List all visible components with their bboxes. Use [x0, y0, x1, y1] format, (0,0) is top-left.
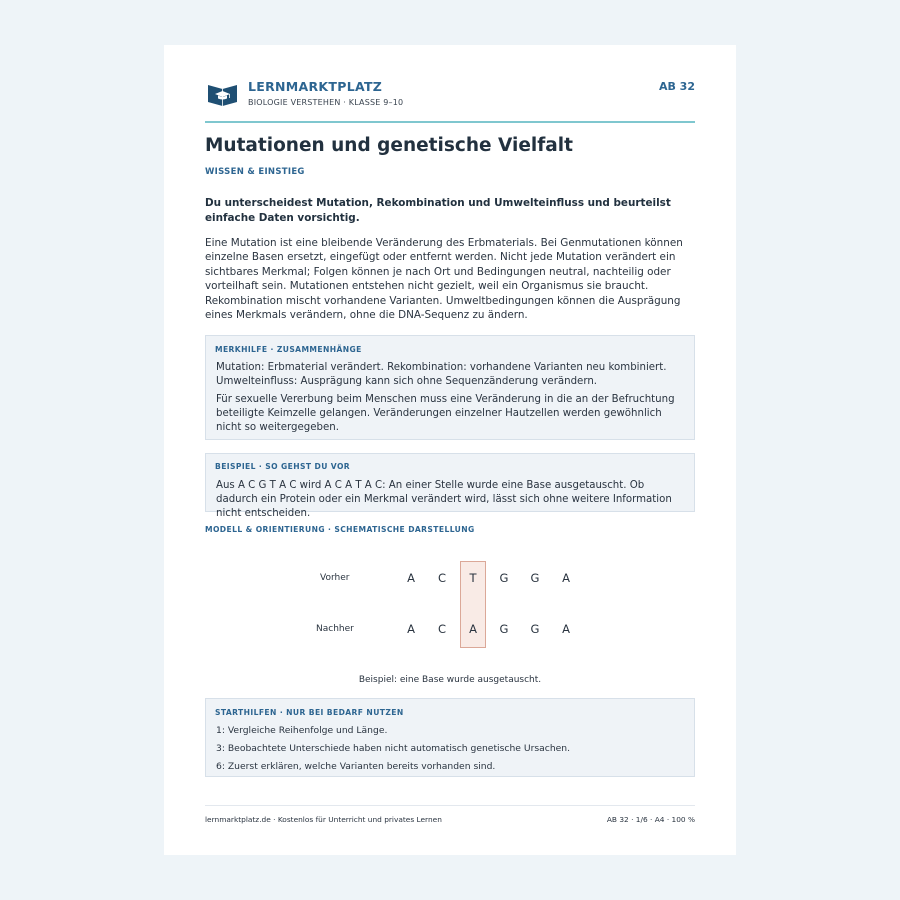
after-label: Nachher	[316, 624, 354, 634]
before-label: Vorher	[320, 573, 350, 583]
hint-item: 3: Beobachtete Unterschiede haben nicht automatisch genetische Ursachen.	[216, 743, 571, 754]
beispiel-box	[205, 453, 695, 520]
worksheet-header	[205, 79, 695, 123]
base-before-1: A	[407, 571, 415, 585]
base-before-3: T	[469, 571, 477, 585]
hint-item: 1: Vergleiche Reihenfolge und Länge.	[216, 725, 388, 736]
base-before-2: C	[437, 571, 447, 585]
merkhilfe-box	[205, 335, 695, 440]
beispiel-text: Aus A C G T A C wird A C A T A C: An einer Stelle wurde eine Base ausgetauscht. Ob dadurch ein Protein oder ein Merkmal verändert wird, lässt sich ohne weitere Information nicht entscheiden.	[216, 480, 672, 520]
merkhilfe-label: MERKHILFE · ZUSAMMENHÄNGE	[215, 345, 362, 354]
section-kicker: WISSEN & EINSTIEG	[205, 167, 305, 177]
base-before-4: G	[499, 571, 509, 585]
model-caption: Beispiel: eine Base wurde ausgetauscht.	[358, 675, 542, 685]
body-text: Eine Mutation ist eine bleibende Veränderung des Erbmaterials. Bei Genmutationen können einzelne Basen ersetzt, eingefügt oder entfernt werden. Nicht jede Mutation verändert ein sichtbares Merkmal; Folgen können je nach Ort und Bedingungen neutral, nachteilig oder vorteilhaft sein. Mutationen entstehen nicht gezielt, weil ein Organismus sie braucht. Rekombination mischt vorhandene Varianten. Umweltbedingungen können die Ausprägung eines Merkmals verändern, ohne die DNA-Sequenz zu ändern.	[205, 237, 683, 322]
beispiel-label: BEISPIEL · SO GEHST DU VOR	[215, 462, 351, 471]
base-after-4: G	[499, 622, 509, 636]
starthilfen-box	[205, 698, 695, 777]
hint-item: 6: Zuerst erklären, welche Varianten bereits vorhanden sind.	[216, 761, 496, 772]
base-after-1: A	[407, 622, 415, 636]
starthilfen-label: STARTHILFEN · NUR BEI BEDARF NUTZEN	[215, 708, 404, 717]
footer-divider	[205, 805, 695, 806]
brand-name: LERNMARKTPLATZ	[248, 79, 383, 94]
worksheet-page	[164, 45, 736, 855]
page-title: Mutationen und genetische Vielfalt	[205, 135, 573, 156]
model-label: MODELL & ORIENTIERUNG · SCHEMATISCHE DARSTELLUNG	[205, 525, 475, 534]
merkhilfe-paragraph-1: Mutation: Erbmaterial verändert. Rekombination: vorhandene Varianten neu kombiniert. Umwelteinfluss: Ausprägung kann sich ohne Sequenzänderung verändern.	[216, 362, 667, 388]
footer-right: AB 32 · 1/6 · A4 · 100 %	[606, 815, 695, 824]
footer-left: lernmarktplatz.de · Kostenlos für Unterricht und privates Lernen	[205, 815, 442, 824]
base-before-6: A	[562, 571, 570, 585]
base-before-5: G	[530, 571, 540, 585]
header-divider	[205, 121, 695, 123]
graduation-book-logo-icon	[207, 81, 238, 106]
sheet-code: AB 32	[658, 80, 695, 93]
lead-text: Du unterscheidest Mutation, Rekombination und Umwelteinfluss und beurteilst einfache Daten vorsichtig.	[205, 197, 671, 224]
base-after-2: C	[437, 622, 447, 636]
base-after-3: A	[469, 622, 477, 636]
merkhilfe-paragraph-2: Für sexuelle Vererbung beim Menschen muss eine Veränderung in die an der Befruchtung beteiligte Keimzelle gelangen. Veränderungen einzelner Hautzellen werden gewöhnlich nicht so weitergegeben.	[216, 394, 675, 434]
base-after-5: G	[530, 622, 540, 636]
brand-subtitle: BIOLOGIE VERSTEHEN · KLASSE 9–10	[248, 98, 404, 107]
base-after-6: A	[562, 622, 570, 636]
